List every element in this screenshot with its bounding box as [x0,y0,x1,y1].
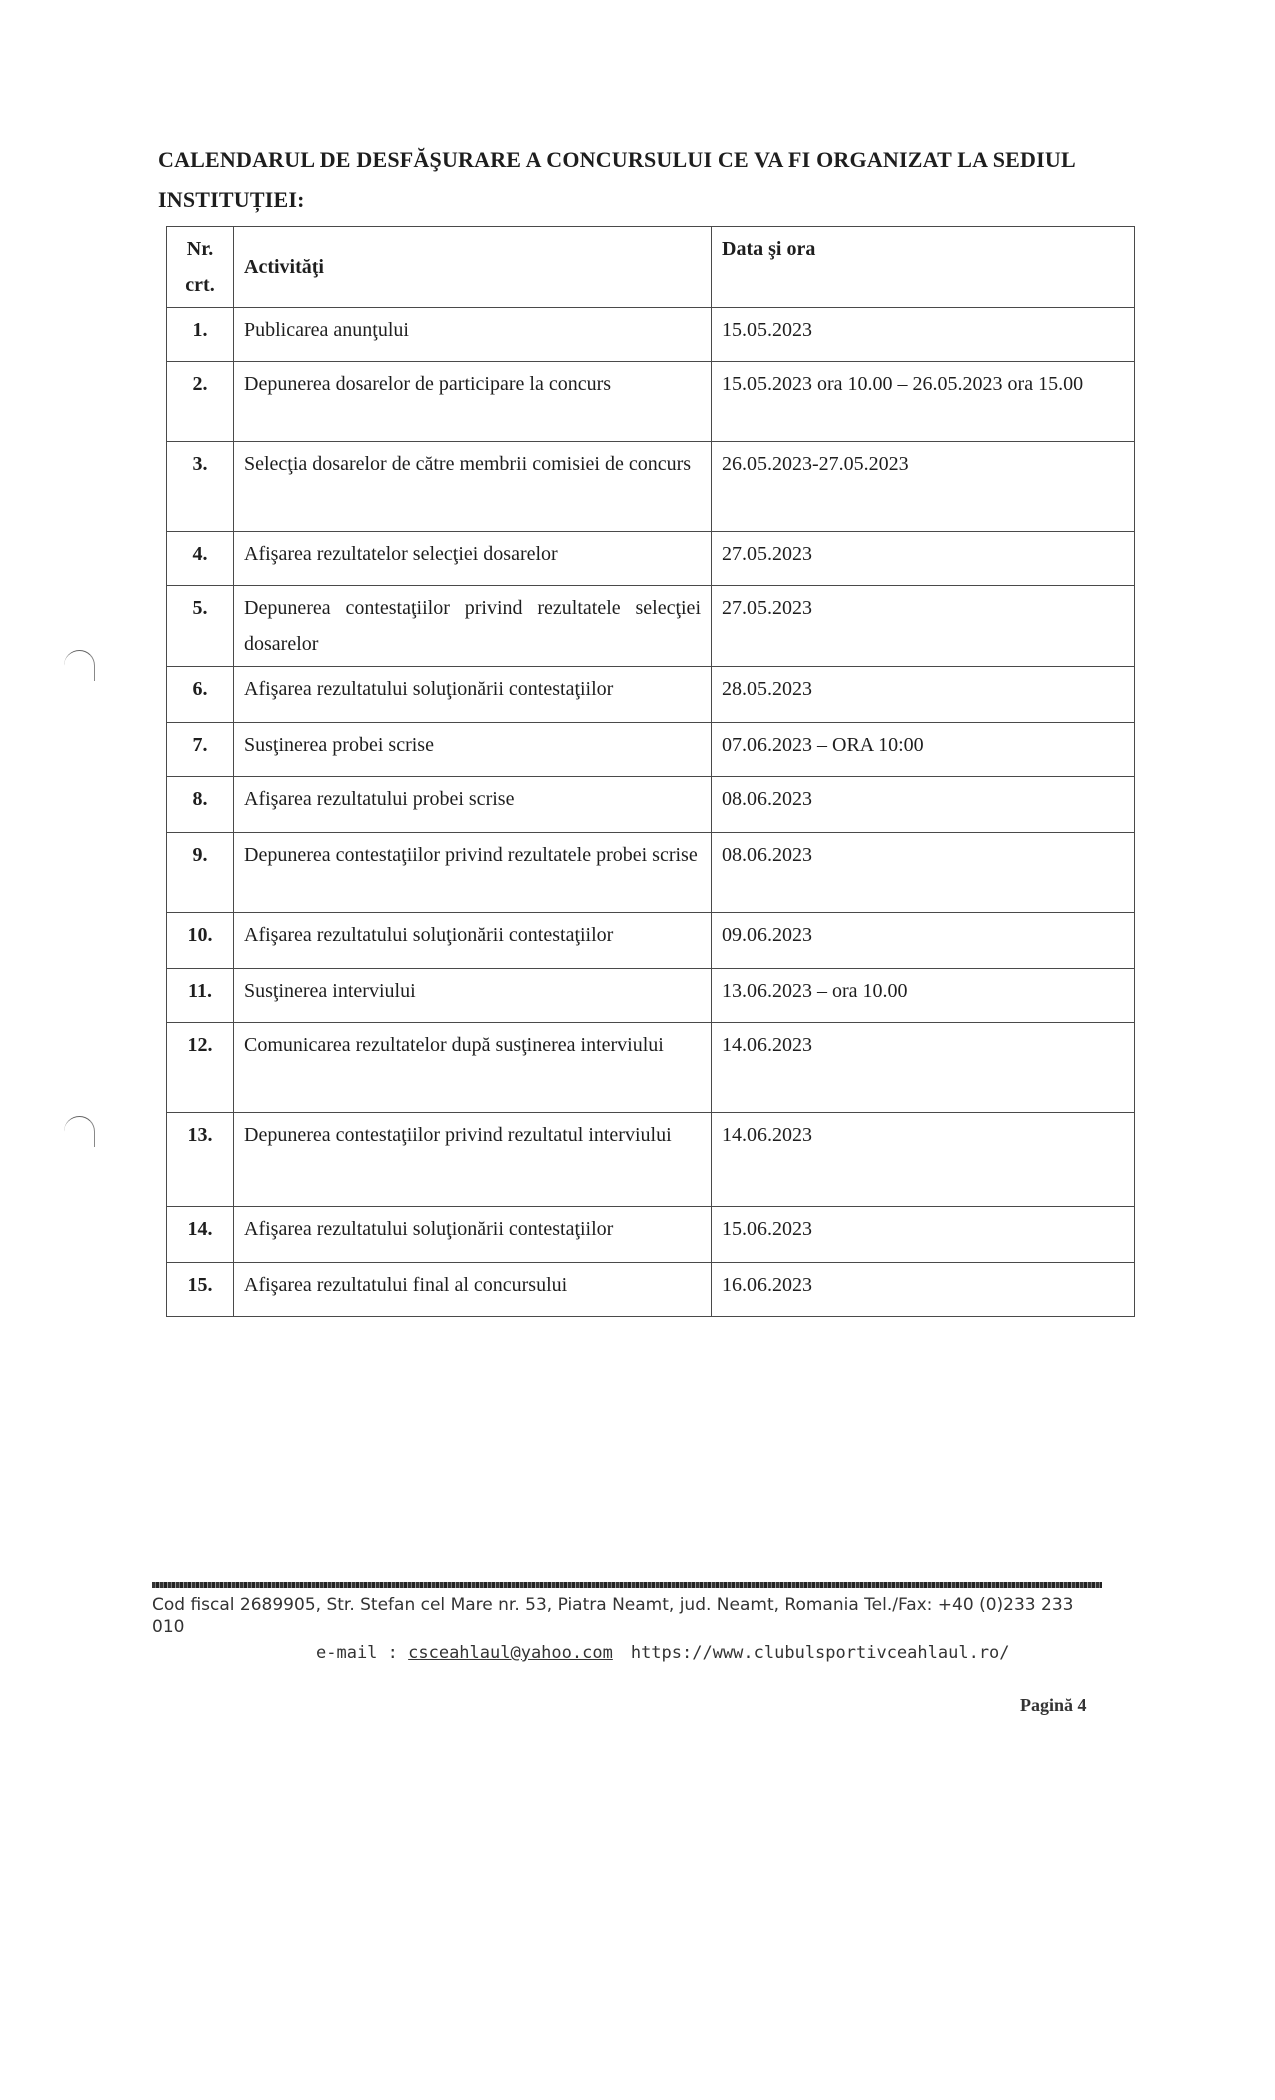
row-number: 14. [167,1207,234,1263]
table-row [167,833,1135,913]
page-number: Pagină 4 [1020,1695,1087,1715]
row-activity: Susţinerea interviului [234,969,712,1023]
row-date: 27.05.2023 [712,586,1135,667]
row-number: 12. [167,1023,234,1113]
row-number: 3. [167,442,234,532]
row-activity: Depunerea contestaţiilor privind rezultatele selecţiei dosarelor [234,586,712,667]
email-link[interactable]: csceahlaul@yahoo.com [408,1643,613,1663]
row-number: 11. [167,969,234,1023]
table-row [167,667,1135,723]
row-activity: Afişarea rezultatelor selecţiei dosarelor [234,532,712,586]
row-date: 28.05.2023 [712,667,1135,723]
row-date: 15.06.2023 [712,1207,1135,1263]
row-number: 10. [167,913,234,969]
row-activity: Depunerea contestaţiilor privind rezultatul interviului [234,1113,712,1207]
row-date: 14.06.2023 [712,1113,1135,1207]
row-date: 15.05.2023 [712,308,1135,362]
table-row [167,913,1135,969]
row-number: 15. [167,1263,234,1317]
row-date: 16.06.2023 [712,1263,1135,1317]
table-row [167,1263,1135,1317]
footer-address: Cod fiscal 2689905, Str. Stefan cel Mare nr. 53, Piatra Neamt, jud. Neamt, Romania Tel./Fax: +40 (0)233 233 010 [152,1595,1074,1637]
row-activity: Afişarea rezultatului final al concursului [234,1263,712,1317]
website-link[interactable]: https://www.clubulsportivceahlaul.ro/ [630,1643,1010,1663]
table-row [167,442,1135,532]
row-number: 7. [167,723,234,777]
row-activity: Afişarea rezultatului probei scrise [234,777,712,833]
row-number: 8. [167,777,234,833]
table-row [167,308,1135,362]
row-activity: Susţinerea probei scrise [234,723,712,777]
table-row [167,362,1135,442]
row-date: 13.06.2023 – ora 10.00 [712,969,1135,1023]
header-nr-crt: Nr. crt. [167,227,234,308]
table-row [167,1207,1135,1263]
header-activitati: Activităţi [234,227,712,308]
row-date: 08.06.2023 [712,833,1135,913]
row-date: 07.06.2023 – ORA 10:00 [712,723,1135,777]
header-data-si-ora: Data şi ora [712,227,1135,308]
email-label: e-mail : [316,1643,409,1663]
row-number: 6. [167,667,234,723]
row-date: 09.06.2023 [712,913,1135,969]
row-date: 15.05.2023 ora 10.00 – 26.05.2023 ora 15.00 [712,362,1135,442]
row-date: 26.05.2023-27.05.2023 [712,442,1135,532]
table-row [167,969,1135,1023]
row-number: 13. [167,1113,234,1207]
row-activity: Depunerea contestaţiilor privind rezultatele probei scrise [234,833,712,913]
row-activity: Afişarea rezultatului soluţionării contestaţiilor [234,913,712,969]
table-row [167,1023,1135,1113]
table-row [167,723,1135,777]
row-activity: Depunerea dosarelor de participare la concurs [234,362,712,442]
punch-hole-mark [64,650,95,681]
row-number: 1. [167,308,234,362]
row-date: 14.06.2023 [712,1023,1135,1113]
row-date: 27.05.2023 [712,532,1135,586]
punch-hole-mark [64,1116,95,1147]
row-activity: Afişarea rezultatului soluţionării contestaţiilor [234,667,712,723]
table-row [167,532,1135,586]
table-row [167,777,1135,833]
footer-contact [316,1643,1010,1663]
calendar-table [166,226,1135,1317]
row-number: 4. [167,532,234,586]
row-date: 08.06.2023 [712,777,1135,833]
row-number: 5. [167,586,234,667]
table-header-row [167,227,1135,308]
table-row [167,586,1135,667]
row-activity: Selecţia dosarelor de către membrii comisiei de concurs [234,442,712,532]
row-number: 9. [167,833,234,913]
document-heading: CALENDARUL DE DESFĂŞURARE A CONCURSULUI CE VA FI ORGANIZAT LA SEDIUL INSTITUȚIEI: [158,147,1075,212]
table-row [167,1113,1135,1207]
row-activity: Publicarea anunţului [234,308,712,362]
footer-divider [152,1582,1102,1588]
row-activity: Comunicarea rezultatelor după susţinerea interviului [234,1023,712,1113]
row-number: 2. [167,362,234,442]
row-activity: Afişarea rezultatului soluţionării contestaţiilor [234,1207,712,1263]
